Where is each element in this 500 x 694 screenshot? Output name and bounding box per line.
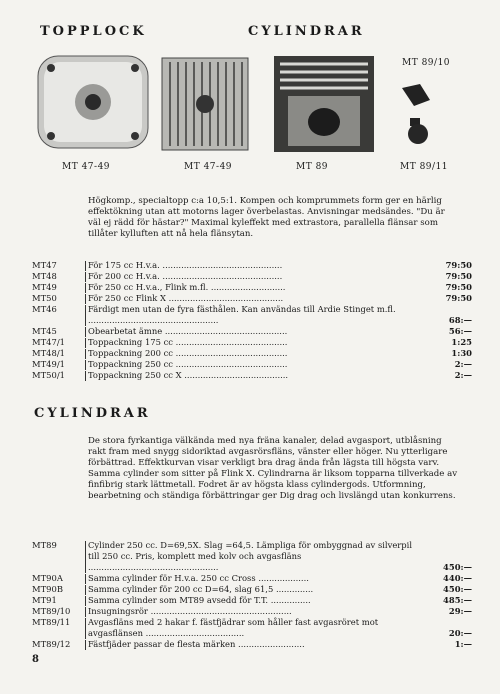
article-description: För 250 cc H.v.a., Flink m.fl. ............................ (88, 282, 286, 292)
row-divider (85, 327, 86, 337)
article-code: MT90B (32, 584, 63, 594)
article-description: Cylinder 250 cc. D=69,5X. Slag =64,5. Lämpliga för ombyggnad av silverpil till 250 cc. Pris, komplett med kolv och avgasfläns ................................................. (88, 540, 413, 572)
article-description: Toppackning 250 cc X ....................................... (88, 370, 289, 380)
article-code: MT89/10 (32, 606, 71, 616)
heading-cylindrar-section: CYLINDRAR (34, 406, 151, 421)
row-divider (85, 541, 86, 573)
article-price: 68:— (448, 315, 472, 325)
article-code: MT47/1 (32, 337, 65, 347)
row-divider (85, 261, 86, 271)
article-description: Färdigt men utan de fyra fästhålen. Kan användas till Ardie Stinget m.fl. ................................................. (88, 304, 396, 325)
finned-head-photo (160, 56, 250, 152)
exhaust-flange-photo (404, 116, 432, 146)
price-row (32, 370, 472, 381)
price-row (32, 293, 472, 304)
price-row (32, 260, 472, 271)
article-description: Samma cylinder för H.v.a. 250 cc Cross ................... (88, 573, 309, 583)
intake-pipe-photo (398, 80, 434, 110)
row-divider (85, 294, 86, 304)
article-code: MT47 (32, 260, 57, 270)
price-row (32, 337, 472, 348)
article-code: MT90A (32, 573, 63, 583)
article-code: MT48 (32, 271, 57, 281)
price-row (32, 348, 472, 359)
page-number: 8 (32, 654, 39, 665)
article-code: MT89/11 (32, 617, 71, 627)
article-code: MT89 (32, 540, 57, 550)
article-price: 79:50 (445, 271, 472, 281)
article-code: MT91 (32, 595, 57, 605)
article-description: Samma cylinder för 200 cc D=64, slag 61,5 .............. (88, 584, 314, 594)
price-row (32, 617, 472, 639)
article-description: Fästfjäder passar de flesta märken ......................... (88, 639, 305, 649)
topplock-description: Högkomp., specialtopp c:a 10,5:1. Kompen och komprummets form ger en härlig effektökning utan att motorns lager överbelastas. Anvisningar medsändes. "Du är väl ej rädd för hästar?" Maximal kyleffekt med extrastora, parallella flänsar som tillåter kylluften att nå hela flänsytan. (88, 196, 445, 239)
article-code: MT46 (32, 304, 57, 314)
article-price: 485:— (443, 595, 472, 605)
caption-mt89-11: MT 89/11 (400, 162, 449, 172)
row-divider (85, 305, 86, 326)
price-row (32, 271, 472, 282)
article-code: MT50 (32, 293, 57, 303)
article-code: MT89/12 (32, 639, 71, 649)
price-row (32, 573, 472, 584)
article-price: 2:— (454, 370, 472, 380)
row-divider (85, 618, 86, 639)
heading-topplock: TOPPLOCK (40, 24, 147, 39)
price-row (32, 540, 472, 573)
row-divider (85, 272, 86, 282)
article-description: Toppackning 200 cc .......................................... (88, 348, 288, 358)
article-price: 29:— (448, 606, 472, 616)
row-divider (85, 574, 86, 584)
row-divider (85, 360, 86, 370)
price-row (32, 326, 472, 337)
article-code: MT48/1 (32, 348, 65, 358)
article-description: Toppackning 175 cc .......................................... (88, 337, 288, 347)
article-price: 20:— (448, 628, 472, 638)
article-description: För 200 cc H.v.a. ............................................. (88, 271, 283, 281)
article-price: 2:— (454, 359, 472, 369)
row-divider (85, 607, 86, 617)
row-divider (85, 585, 86, 595)
article-description: Insugningsrör ..................................................... (88, 606, 292, 616)
article-price: 450:— (443, 584, 472, 594)
article-code: MT49/1 (32, 359, 65, 369)
caption-mt47-49-a: MT 47-49 (62, 162, 111, 172)
article-description: Samma cylinder som MT89 avsedd för T.T. ............... (88, 595, 311, 605)
article-code: MT50/1 (32, 370, 65, 380)
article-price: 79:50 (445, 260, 472, 270)
caption-mt47-49-b: MT 47-49 (184, 162, 233, 172)
article-description: Avgasfläns med 2 hakar f. fästfjädrar som håller fast avgasröret mot avgasflänsen ..................................... (88, 617, 379, 638)
price-row (32, 595, 472, 606)
caption-mt89: MT 89 (296, 162, 329, 172)
heading-cylindrar: CYLINDRAR (248, 24, 365, 39)
article-price: 1:— (454, 639, 472, 649)
article-price: 1:30 (451, 348, 472, 358)
row-divider (85, 640, 86, 650)
article-description: Toppackning 250 cc .......................................... (88, 359, 288, 369)
article-price: 56:— (448, 326, 472, 336)
article-price: 440:— (443, 573, 472, 583)
article-code: MT45 (32, 326, 57, 336)
cylinder-photo (268, 52, 380, 156)
row-divider (85, 283, 86, 293)
price-row (32, 606, 472, 617)
price-row (32, 282, 472, 293)
price-row (32, 304, 472, 326)
cylinder-head-top-photo (34, 52, 152, 152)
article-price: 79:50 (445, 293, 472, 303)
article-description: För 250 cc Flink X ........................................... (88, 293, 284, 303)
price-row (32, 584, 472, 595)
row-divider (85, 371, 86, 381)
price-row (32, 359, 472, 370)
article-description: Obearbetat ämne .............................................. (88, 326, 288, 336)
row-divider (85, 596, 86, 606)
article-description: För 175 cc H.v.a. ............................................. (88, 260, 283, 270)
article-price: 1:25 (451, 337, 472, 347)
article-code: MT49 (32, 282, 57, 292)
row-divider (85, 349, 86, 359)
row-divider (85, 338, 86, 348)
article-price: 450:— (443, 562, 472, 572)
cylindrar-description: De stora fyrkantiga välkända med nya fräna kanaler, delad avgasport, utblåsning rakt fram med snygg sidoriktad avgasrörsfläns, vänster eller höger. Nu ytterligare förbättrad. Effektkurvan visar verkligt bra drag ända från lägsta till högsta varv. Samma cylinder som sitter på Flink X. Cylindrarna är liksom topparna tillverkade av finfibrig stark lättmetall. Fodret är av högsta klass cylindergods. Utformning, bearbetning och ständiga förbättringar ger Dig drag och livslängd utan konkurrens. (88, 436, 458, 501)
caption-mt89-10: MT 89/10 (402, 58, 451, 68)
article-price: 79:50 (445, 282, 472, 292)
price-row (32, 639, 472, 650)
